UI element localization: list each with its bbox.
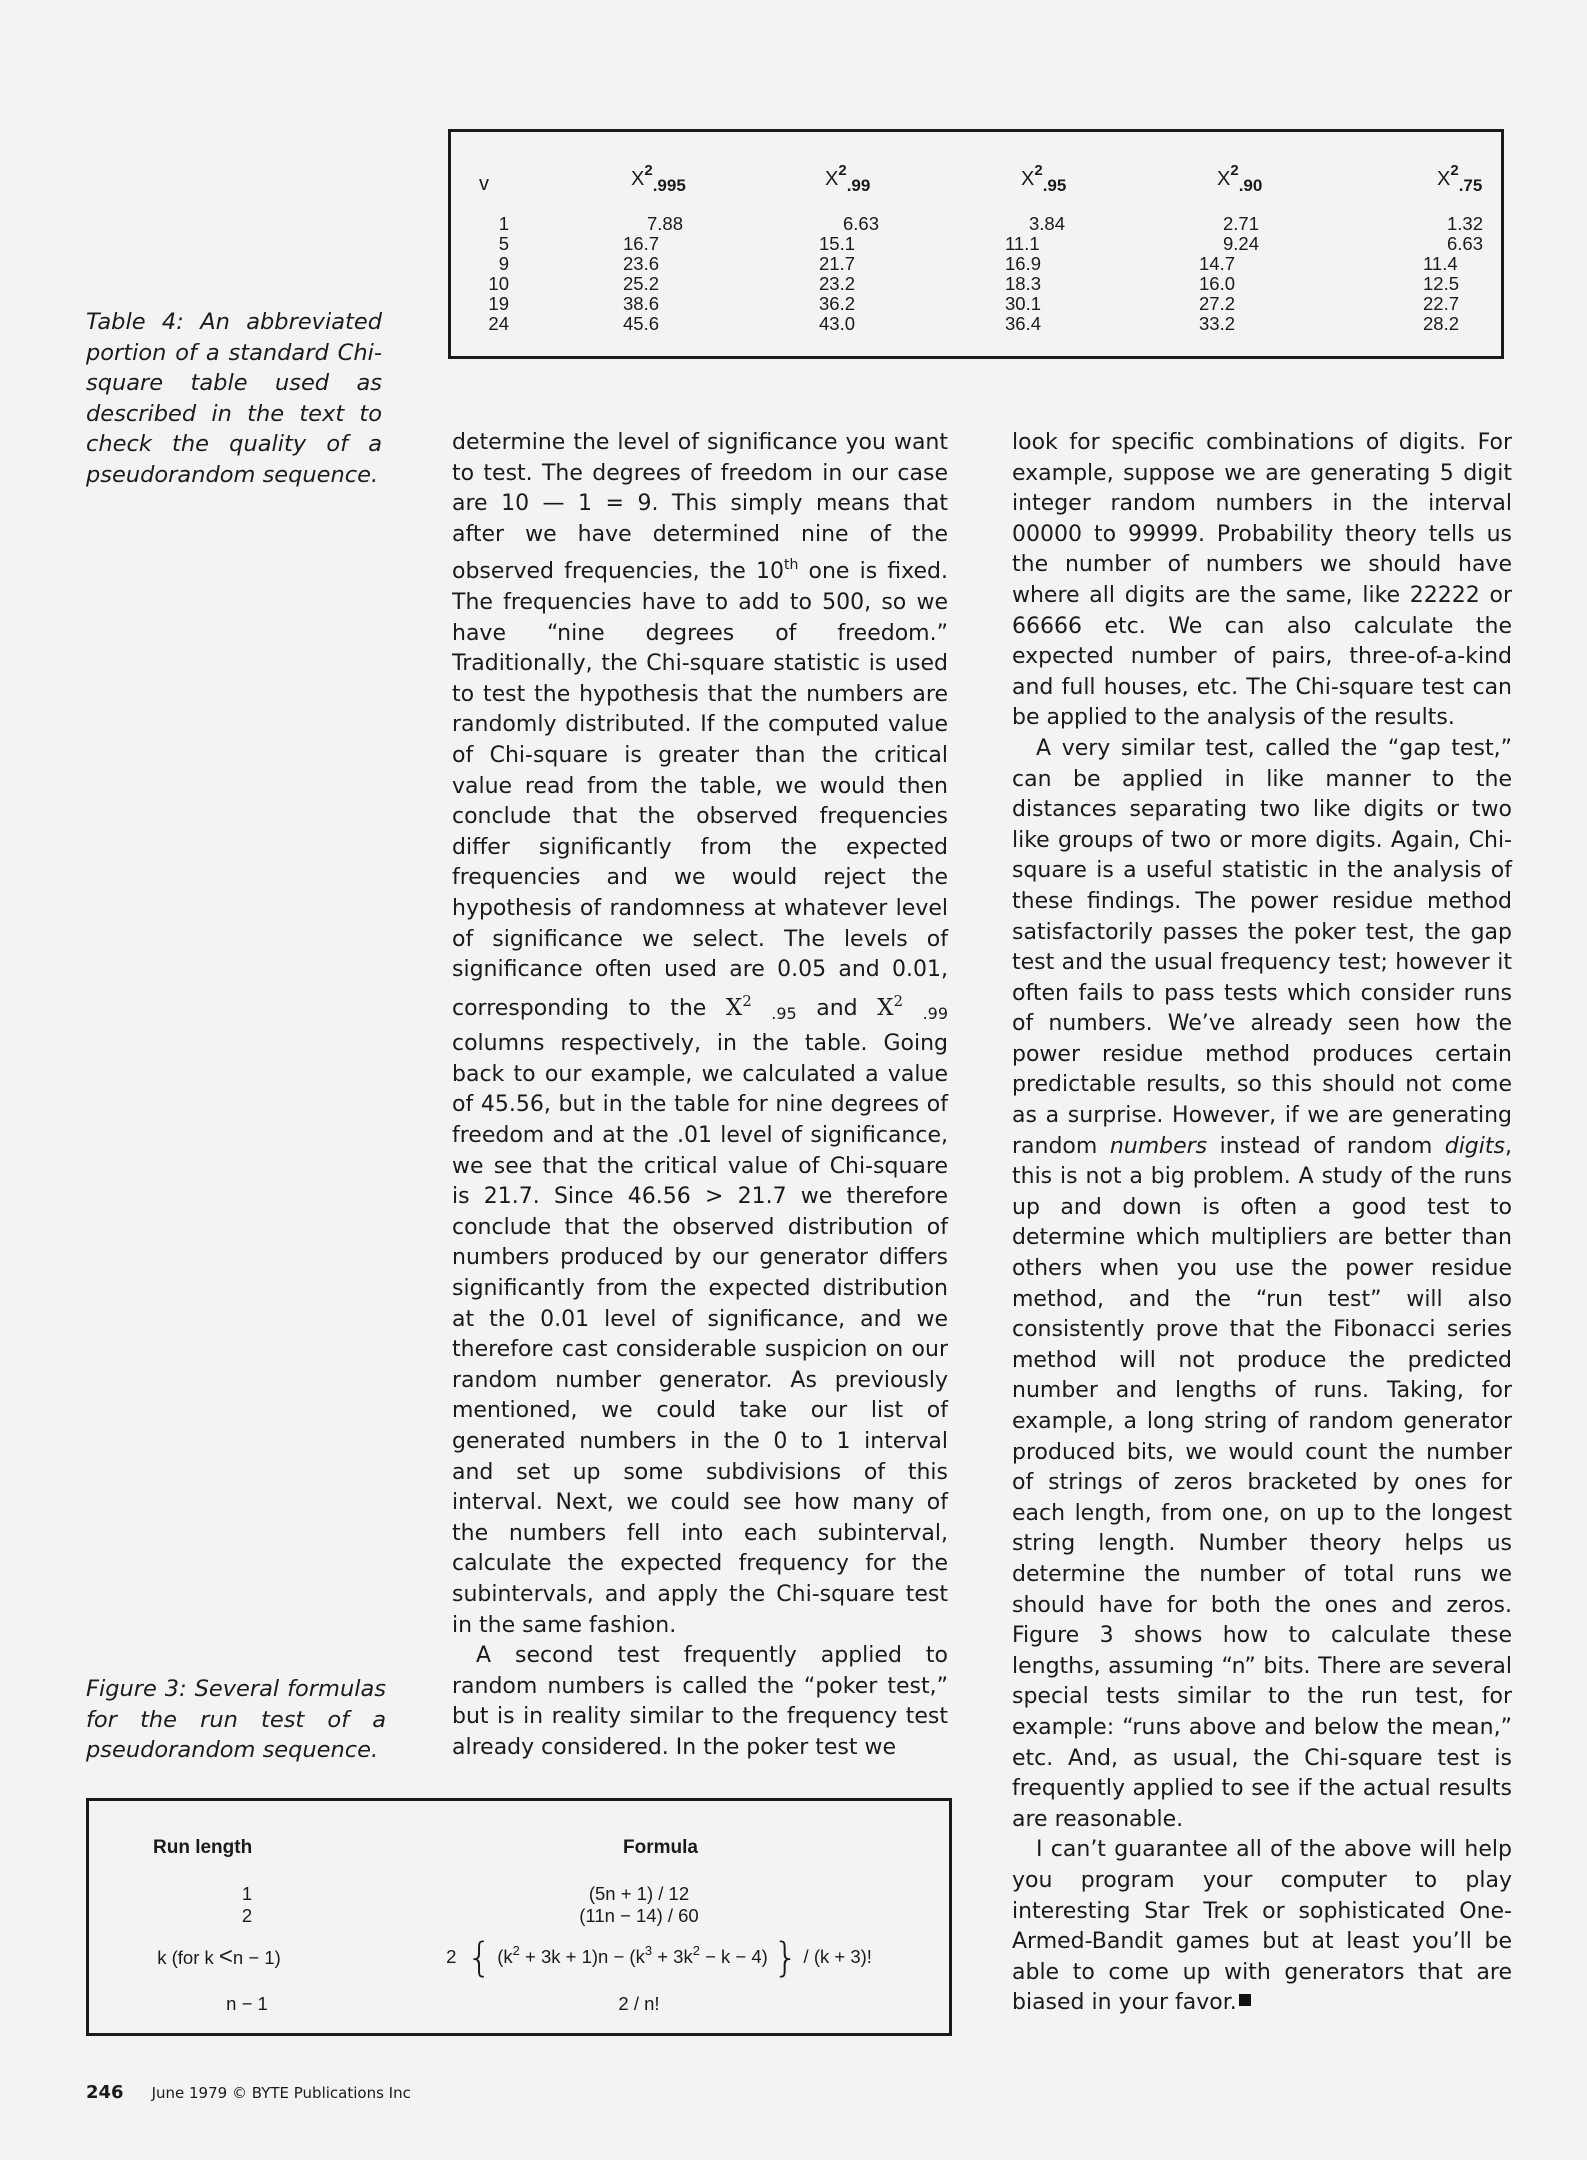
chi-subscript: .95 (1042, 176, 1067, 195)
page-footer (86, 2082, 411, 2103)
cell-value: 14.7 (1199, 253, 1236, 274)
table-4-caption: Table 4: An abbreviated portion of a standard Chi-square table used as described in the text to check the quality of a pseudorandom sequence. (86, 309, 382, 488)
chi-superscript: 2 (1450, 162, 1459, 179)
cell-value: 11.4 (1423, 253, 1458, 274)
cell-value: 7.88 (646, 213, 683, 234)
cell-value: 16.7 (623, 233, 660, 254)
text-run: columns respectively, in the table. Going back to our example, we calculated a value of 45.56, but in the table for nine degrees of freedom and at the .01 level of significance, we see that the critical value of Chi-square is 21.7. Since 46.56 > 21.7 we therefore conclude that the observed distribution of numbers produced by our generator differs significantly from the expected distribution at the 0.01 level of significance, and we therefore cast considerable suspicion on our random number generator. As previously mentioned, we could take our list of generated numbers in the 0 to 1 interval and set up some subdivisions of this interval. Next, we could see how many of the numbers fell into each subinterval, calculate the expected frequency for the subintervals, and apply the Chi-square test in the same fashion. (452, 1031, 948, 1638)
cell-value: 22.7 (1423, 293, 1460, 314)
chi-superscript: 2 (838, 162, 847, 179)
less-than-symbol: < (218, 1943, 233, 1970)
column-header-chi-90 (1147, 132, 1333, 204)
superscript: 2 (692, 1943, 700, 1958)
paragraph: A second test frequently applied to random numbers is called the “poker test,” but is in reality similar to the frequency test already considered. In the poker test we (452, 1643, 948, 1760)
cell-value: 30.1 (1005, 293, 1042, 314)
cell-value: 6.63 (842, 213, 879, 234)
chi-subscript: .99 (846, 176, 871, 195)
v-label: v (479, 173, 489, 195)
figure-3-caption: Figure 3: Several formulas for the run test of a pseudorandom sequence. (86, 1676, 386, 1763)
v-value: 5 (498, 233, 509, 254)
paragraph (452, 428, 948, 1641)
column-header-chi-99 (761, 132, 951, 204)
column-header-chi-95 (951, 132, 1147, 204)
table-row (451, 204, 1501, 234)
run-length-value: 2 (241, 1905, 253, 1926)
cell-value: 16.9 (1005, 253, 1042, 274)
chi-symbol: X (1217, 168, 1231, 190)
cell-value: 11.1 (1005, 233, 1040, 254)
chi-superscript: 2 (1230, 162, 1239, 179)
text-run: n − 1) (232, 1947, 281, 1968)
cell-value: 27.2 (1199, 293, 1236, 314)
text-run: 2 (446, 1946, 457, 1967)
v-value: 1 (498, 213, 509, 234)
chi-subscript: .995 (652, 176, 686, 195)
table-row (451, 294, 1501, 314)
text-run: / (k + 3)! (803, 1946, 872, 1967)
chi-symbol: X (1021, 168, 1035, 190)
chi-x: X (877, 994, 894, 1021)
v-value: 19 (488, 293, 509, 314)
chi-subscript: .90 (1238, 176, 1263, 195)
column-header-chi-995 (561, 132, 761, 204)
cell-value: 1.32 (1446, 213, 1483, 234)
cell-value: 15.1 (819, 233, 856, 254)
cell-value: 3.84 (1028, 213, 1065, 234)
cell-value: 33.2 (1199, 313, 1236, 334)
cell-value: 21.7 (819, 253, 856, 274)
column-header-chi-75 (1333, 132, 1501, 204)
end-of-article-icon (1239, 1994, 1251, 2006)
chi-superscript: 2 (644, 162, 653, 179)
text-run: + 3k (652, 1946, 693, 1967)
run-length-value: n − 1 (226, 1993, 268, 2014)
figure-3-formula-table (86, 1798, 952, 2036)
column-header-run-length: Run length (153, 1837, 253, 1858)
cell-value: 16.0 (1199, 273, 1236, 294)
page-number: 246 (86, 2082, 124, 2103)
cell-value: 6.63 (1446, 233, 1483, 254)
publication-info: June 1979 © BYTE Publications Inc (151, 2084, 411, 2102)
text-run: and (796, 995, 878, 1021)
cell-value: 36.2 (819, 293, 856, 314)
chi-symbol: X (825, 168, 839, 190)
cell-value: 12.5 (1423, 273, 1460, 294)
text-run: determine the level of significance you want to test. The degrees of freedom in our case are 10 — 1 = 9. This simply means that after we have determined nine of the observed frequencies, the 10 (452, 430, 948, 585)
chi-square-table-grid (451, 132, 1501, 334)
table-row (451, 254, 1501, 274)
superscript: 2 (742, 991, 752, 1010)
superscript: th (783, 557, 799, 574)
text-run: I can’t guarantee all of the above will help you program your computer to play interesting Star Trek or sophisticated One-Armed-Bandit games but at least you’ll be able to come up with generators that are biased in your favor. (1012, 1837, 1512, 2016)
cell-value: 9.24 (1222, 233, 1259, 254)
chi-square-table (448, 129, 1504, 359)
text-run: k (for k (157, 1947, 219, 1968)
paragraph (1012, 734, 1512, 1835)
text-run: , this is not a big problem. A study of the runs up and down is often a good test to determine which multipliers are better than others when you use the power residue method, and the “run test” will also consistently prove that the Fibonacci series method will not produce the predicted number and lengths of runs. Taking, for example, a long string of random generator produced bits, we would count the number of strings of zeros bracketed by ones for each length, from one, on up to the longest string length. Number theory helps us determine the number of total runs we should have for both the ones and zeros. Figure 3 shows how to calculate these lengths, assuming “n” bits. There are several special tests similar to the run test, for example: “runs above and below the mean,” etc. And, as usual, the Chi-square test is frequently applied to see if the actual results are reasonable. (1012, 1133, 1512, 1832)
table-row (451, 234, 1501, 254)
superscript: 2 (512, 1943, 520, 1958)
text-run: instead of random (1207, 1133, 1445, 1159)
text-run: (k (497, 1946, 513, 1967)
superscript: 2 (893, 991, 904, 1010)
run-length-value (89, 1943, 349, 1971)
chi-symbol: X (1437, 168, 1451, 190)
text-run: one is fixed. The frequencies have to add to 500, so we have “nine degrees of freedom.” Traditionally, the Chi-square statistic is used to test the hypothesis that the numbers are randomly distributed. If the computed value of Chi-square is greater than the critical value read from the table, we would then conclude that the observed frequencies differ significantly from the expected frequencies and we would reject the hypothesis of randomness at whatever level of significance we select. The levels of significance often used are 0.05 and 0.01, corresponding to the (452, 559, 948, 1021)
cell-value: 43.0 (819, 313, 856, 334)
formula-value: (11n − 14) / 60 (579, 1905, 699, 1926)
chi-x: X (725, 994, 743, 1021)
emphasis: digits (1444, 1133, 1505, 1159)
chi-square-symbol (877, 991, 904, 1021)
cell-value: 25.2 (623, 273, 660, 294)
cell-value: 38.6 (623, 293, 660, 314)
text-run: + 3k + 1)n − (k (519, 1946, 645, 1967)
formula-value: 2 / n! (618, 1993, 660, 2014)
article-column-right (1012, 428, 1512, 2019)
paragraph (1012, 1835, 1512, 2019)
text-run: A very similar test, called the “gap test,” can be applied in like manner to the distances separating two like digits or two like groups of two or more digits. Again, Chi-square is a useful statistic in the analysis of these findings. The power residue method satisfactorily passes the poker test, the gap test and the usual frequency test; however it often fails to pass tests which consider runs of numbers. We’ve already seen how the power residue method produces certain predictable results, so this should not come as a surprise. However, if we are generating random (1012, 735, 1512, 1159)
paragraph: look for specific combinations of digits. For example, suppose we are generating 5 digit integer random numbers in the interval 00000 to 99999. Probability theory tells us the number of numbers we should have where all digits are the same, like 22222 or 66666 etc. We can also calculate the expected number of pairs, three-of-a-kind and full houses, etc. The Chi-square test can be applied to the analysis of the results. (1012, 430, 1512, 731)
cell-value: 2.71 (1222, 213, 1259, 234)
superscript: 3 (644, 1943, 653, 1958)
emphasis: numbers (1109, 1133, 1208, 1159)
open-brace: { (466, 1935, 493, 1981)
subscript: .99 (922, 1003, 949, 1023)
close-brace: } (772, 1935, 799, 1981)
chi-superscript: 2 (1034, 162, 1043, 179)
v-value: 10 (488, 273, 509, 294)
v-value: 9 (498, 253, 509, 274)
table-header-row (451, 132, 1501, 204)
article-column-middle (452, 428, 948, 1764)
v-value: 24 (488, 313, 509, 334)
subscript: .95 (771, 1003, 797, 1023)
column-header-formula: Formula (623, 1837, 698, 1858)
chi-subscript: .75 (1458, 176, 1483, 195)
cell-value: 18.3 (1005, 273, 1042, 294)
formula-value: (5n + 1) / 12 (588, 1883, 690, 1904)
table-row (451, 314, 1501, 334)
chi-symbol: X (631, 168, 645, 190)
cell-value: 28.2 (1423, 313, 1460, 334)
table-row (451, 274, 1501, 294)
formula-value (369, 1935, 949, 1981)
chi-square-symbol (725, 991, 752, 1021)
run-length-value: 1 (241, 1883, 253, 1904)
cell-value: 23.2 (819, 273, 856, 294)
column-header-v (451, 132, 561, 204)
cell-value: 23.6 (623, 253, 660, 274)
cell-value: 36.4 (1005, 313, 1042, 334)
text-run: − k − 4) (699, 1946, 768, 1967)
cell-value: 45.6 (623, 313, 660, 334)
